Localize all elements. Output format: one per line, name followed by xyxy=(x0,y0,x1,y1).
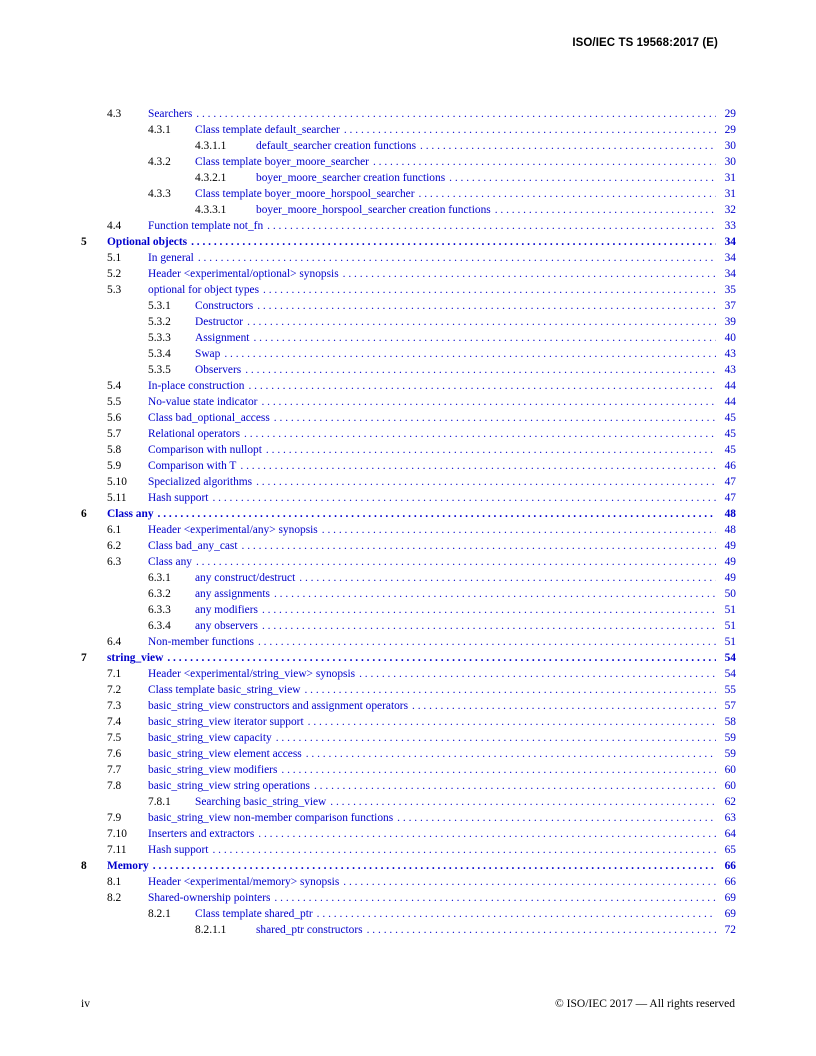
toc-entry-number: 6.3.4 xyxy=(148,620,171,632)
toc-entry-link[interactable]: Observers xyxy=(195,362,245,378)
toc-entry-link[interactable]: Class bad_any_cast xyxy=(148,538,242,554)
dot-leader xyxy=(367,922,716,938)
dot-leader xyxy=(256,474,716,490)
toc-entry-link[interactable]: Shared-ownership pointers xyxy=(148,890,274,906)
dot-leader xyxy=(419,186,716,202)
toc-entry-page[interactable]: 44 xyxy=(724,396,736,408)
dot-leader xyxy=(274,890,716,906)
toc-entry-number: 7.9 xyxy=(107,812,122,824)
toc-entry-link[interactable]: optional for object types xyxy=(148,282,263,298)
dot-leader xyxy=(247,314,716,330)
dot-leader xyxy=(314,778,716,794)
dot-leader xyxy=(276,730,716,746)
toc-entry-page[interactable]: 32 xyxy=(724,204,736,216)
toc-entry-number: 4.3.1.1 xyxy=(195,140,227,152)
toc-entry-number: 5.8 xyxy=(107,444,122,456)
toc-entry-page[interactable]: 49 xyxy=(724,556,736,568)
toc-entry[interactable] xyxy=(81,202,736,218)
toc-entry[interactable] xyxy=(81,362,736,378)
toc-entry-number: 7.3 xyxy=(107,700,122,712)
toc-entry[interactable] xyxy=(81,906,736,922)
toc-entry-page[interactable]: 51 xyxy=(724,636,736,648)
toc-entry-page[interactable]: 62 xyxy=(724,796,736,808)
toc-entry[interactable] xyxy=(81,586,736,602)
toc-entry[interactable] xyxy=(81,650,736,666)
toc-entry-number: 5.9 xyxy=(107,460,122,472)
toc-entry[interactable] xyxy=(81,138,736,154)
toc-entry-page[interactable]: 31 xyxy=(724,172,736,184)
toc-entry-link[interactable]: In general xyxy=(148,250,198,266)
page-number: iv xyxy=(81,998,90,1010)
toc-entry[interactable] xyxy=(81,106,736,122)
toc-entry-page[interactable]: 45 xyxy=(724,444,736,456)
toc-entry-number: 6.4 xyxy=(107,636,122,648)
toc-entry-number: 7.10 xyxy=(107,828,127,840)
toc-entry-page[interactable]: 69 xyxy=(724,892,736,904)
toc-entry-page[interactable]: 30 xyxy=(724,156,736,168)
toc-entry[interactable] xyxy=(81,522,736,538)
toc-entry-number: 8.2.1 xyxy=(148,908,171,920)
dot-leader xyxy=(266,442,716,458)
toc-entry-link[interactable]: Class bad_optional_access xyxy=(148,410,274,426)
toc-entry-page[interactable]: 31 xyxy=(724,188,736,200)
toc-entry[interactable] xyxy=(81,314,736,330)
toc-entry-number: 7.11 xyxy=(107,844,127,856)
dot-leader xyxy=(281,762,716,778)
toc-entry-page[interactable]: 34 xyxy=(724,268,736,280)
toc-entry-link[interactable]: basic_string_view capacity xyxy=(148,730,276,746)
toc-entry-link[interactable]: Relational operators xyxy=(148,426,244,442)
toc-entry-number: 6.3.1 xyxy=(148,572,171,584)
toc-entry-number: 7.2 xyxy=(107,684,122,696)
toc-entry-page[interactable]: 49 xyxy=(724,572,736,584)
toc-entry-page[interactable]: 49 xyxy=(724,540,736,552)
toc-entry[interactable] xyxy=(81,474,736,490)
toc-entry-link[interactable]: Memory xyxy=(107,858,153,874)
toc-entry-page[interactable]: 72 xyxy=(724,924,736,936)
toc-entry[interactable] xyxy=(81,122,736,138)
dot-leader xyxy=(308,714,716,730)
dot-leader xyxy=(359,666,716,682)
dot-leader xyxy=(242,538,716,554)
toc-entry[interactable] xyxy=(81,618,736,634)
dot-leader xyxy=(344,122,716,138)
toc-entry[interactable] xyxy=(81,746,736,762)
toc-entry-page[interactable]: 43 xyxy=(724,364,736,376)
dot-leader xyxy=(158,506,716,522)
toc-entry-link[interactable]: In-place construction xyxy=(148,378,248,394)
dot-leader xyxy=(304,682,716,698)
dot-leader xyxy=(261,394,716,410)
toc-entry[interactable] xyxy=(81,762,736,778)
toc-entry[interactable] xyxy=(81,378,736,394)
toc-entry-page[interactable]: 65 xyxy=(724,844,736,856)
toc-entry-link[interactable]: Destructor xyxy=(195,314,247,330)
toc-entry[interactable] xyxy=(81,602,736,618)
dot-leader xyxy=(167,650,716,666)
toc-entry-page[interactable]: 51 xyxy=(724,620,736,632)
toc-entry-page[interactable]: 44 xyxy=(724,380,736,392)
toc-entry-page[interactable]: 29 xyxy=(724,124,736,136)
toc-entry-number: 5.3.1 xyxy=(148,300,171,312)
toc-entry[interactable] xyxy=(81,794,736,810)
toc-entry-number: 6.2 xyxy=(107,540,122,552)
toc-entry-page[interactable]: 48 xyxy=(724,524,736,536)
toc-entry-page[interactable]: 45 xyxy=(724,412,736,424)
dot-leader xyxy=(495,202,716,218)
toc-entry-number: 6.3.2 xyxy=(148,588,171,600)
toc-entry-number: 7.4 xyxy=(107,716,122,728)
toc-entry-number: 7 xyxy=(81,652,87,664)
dot-leader xyxy=(262,618,716,634)
document-header: ISO/IEC TS 19568:2017 (E) xyxy=(572,37,718,49)
toc-entry-link[interactable]: any modifiers xyxy=(195,602,262,618)
toc-entry-number: 8.1 xyxy=(107,876,122,888)
toc-entry-link[interactable]: basic_string_view string operations xyxy=(148,778,314,794)
toc-entry-link[interactable]: Hash support xyxy=(148,490,212,506)
toc-entry-number: 5.6 xyxy=(107,412,122,424)
toc-entry[interactable] xyxy=(81,298,736,314)
toc-entry[interactable] xyxy=(81,154,736,170)
toc-entry-number: 4.3.3 xyxy=(148,188,171,200)
toc-entry[interactable] xyxy=(81,234,736,250)
toc-entry-number: 5 xyxy=(81,236,87,248)
dot-leader xyxy=(267,218,716,234)
toc-entry-number: 5.11 xyxy=(107,492,127,504)
toc-entry-number: 7.6 xyxy=(107,748,122,760)
toc-entry-link[interactable]: Inserters and extractors xyxy=(148,826,258,842)
toc-entry[interactable] xyxy=(81,730,736,746)
dot-leader xyxy=(258,634,716,650)
toc-entry-page[interactable]: 48 xyxy=(724,508,736,520)
toc-entry-page[interactable]: 66 xyxy=(724,860,736,872)
toc-entry[interactable] xyxy=(81,554,736,570)
dot-leader xyxy=(420,138,716,154)
toc-entry[interactable] xyxy=(81,682,736,698)
toc-entry-number: 5.3.3 xyxy=(148,332,171,344)
toc-entry[interactable] xyxy=(81,810,736,826)
toc-entry-link[interactable]: default_searcher creation functions xyxy=(256,138,420,154)
toc-entry[interactable] xyxy=(81,634,736,650)
toc-entry[interactable] xyxy=(81,170,736,186)
toc-entry-link[interactable]: Constructors xyxy=(195,298,257,314)
dot-leader xyxy=(449,170,716,186)
toc-entry-page[interactable]: 37 xyxy=(724,300,736,312)
toc-entry-page[interactable]: 50 xyxy=(724,588,736,600)
toc-entry-number: 7.8.1 xyxy=(148,796,171,808)
toc-entry-number: 4.3.2 xyxy=(148,156,171,168)
dot-leader xyxy=(212,842,716,858)
toc-entry-link[interactable]: Searching basic_string_view xyxy=(195,794,330,810)
toc-entry-page[interactable]: 29 xyxy=(724,108,736,120)
dot-leader xyxy=(330,794,716,810)
toc-entry-link[interactable]: Searchers xyxy=(148,106,196,122)
dot-leader xyxy=(306,746,716,762)
toc-entry-page[interactable]: 59 xyxy=(724,732,736,744)
toc-entry-page[interactable]: 46 xyxy=(724,460,736,472)
toc-entry-page[interactable]: 40 xyxy=(724,332,736,344)
toc-entry-number: 5.7 xyxy=(107,428,122,440)
toc-entry-page[interactable]: 55 xyxy=(724,684,736,696)
toc-entry-number: 4.3 xyxy=(107,108,122,120)
toc-entry-page[interactable]: 34 xyxy=(724,252,736,264)
toc-entry-link[interactable]: any assignments xyxy=(195,586,274,602)
toc-entry-number: 8 xyxy=(81,860,87,872)
dot-leader xyxy=(196,106,716,122)
dot-leader xyxy=(257,298,716,314)
toc-entry-page[interactable]: 69 xyxy=(724,908,736,920)
toc-entry-link[interactable]: basic_string_view non-member comparison functions xyxy=(148,810,397,826)
dot-leader xyxy=(258,826,716,842)
toc-entry-number: 5.3.4 xyxy=(148,348,171,360)
toc-entry[interactable] xyxy=(81,346,736,362)
toc-entry-page[interactable]: 64 xyxy=(724,828,736,840)
toc-entry-page[interactable]: 47 xyxy=(724,476,736,488)
dot-leader xyxy=(322,522,716,538)
toc-entry-page[interactable]: 59 xyxy=(724,748,736,760)
dot-leader xyxy=(253,330,716,346)
dot-leader xyxy=(240,458,716,474)
toc-entry-number: 5.10 xyxy=(107,476,127,488)
toc-entry-number: 5.2 xyxy=(107,268,122,280)
toc-entry-page[interactable]: 30 xyxy=(724,140,736,152)
toc-entry-link[interactable]: Class any xyxy=(107,506,158,522)
toc-entry-link[interactable]: string_view xyxy=(107,650,167,666)
toc-entry[interactable] xyxy=(81,426,736,442)
toc-entry-link[interactable]: Function template not_fn xyxy=(148,218,267,234)
toc-entry-number: 7.5 xyxy=(107,732,122,744)
dot-leader xyxy=(198,250,716,266)
toc-entry-link[interactable]: basic_string_view constructors and assignment operators xyxy=(148,698,412,714)
dot-leader xyxy=(274,586,716,602)
toc-entry-number: 6.3.3 xyxy=(148,604,171,616)
toc-entry[interactable] xyxy=(81,874,736,890)
toc-entry-page[interactable]: 51 xyxy=(724,604,736,616)
toc-entry-link[interactable]: Class template shared_ptr xyxy=(195,906,317,922)
toc-entry[interactable] xyxy=(81,490,736,506)
toc-entry-number: 8.2.1.1 xyxy=(195,924,227,936)
toc-entry-number: 5.4 xyxy=(107,380,122,392)
toc-entry[interactable] xyxy=(81,666,736,682)
dot-leader xyxy=(244,426,716,442)
toc-entry-page[interactable]: 35 xyxy=(724,284,736,296)
toc-entry[interactable] xyxy=(81,442,736,458)
toc-entry-link[interactable]: Non-member functions xyxy=(148,634,258,650)
toc-entry-page[interactable]: 66 xyxy=(724,876,736,888)
toc-entry-page[interactable]: 47 xyxy=(724,492,736,504)
toc-entry-number: 5.3 xyxy=(107,284,122,296)
toc-entry-link[interactable]: Assignment xyxy=(195,330,253,346)
toc-entry[interactable] xyxy=(81,922,736,938)
dot-leader xyxy=(262,602,716,618)
toc-entry-number: 7.7 xyxy=(107,764,122,776)
toc-entry-link[interactable]: shared_ptr constructors xyxy=(256,922,367,938)
dot-leader xyxy=(343,266,716,282)
toc-entry[interactable] xyxy=(81,266,736,282)
dot-leader xyxy=(196,554,716,570)
toc-entry-page[interactable]: 39 xyxy=(724,316,736,328)
toc-entry[interactable] xyxy=(81,394,736,410)
toc-entry-link[interactable]: Header <experimental/memory> synopsis xyxy=(148,874,343,890)
toc-entry-number: 7.1 xyxy=(107,668,122,680)
dot-leader xyxy=(224,346,716,362)
toc-entry-link[interactable]: Class template boyer_moore_horspool_searcher xyxy=(195,186,419,202)
toc-entry-link[interactable]: Comparison with T xyxy=(148,458,240,474)
toc-entry-link[interactable]: No-value state indicator xyxy=(148,394,261,410)
toc-entry-number: 6.1 xyxy=(107,524,122,536)
toc-entry[interactable] xyxy=(81,250,736,266)
copyright-notice: © ISO/IEC 2017 — All rights reserved xyxy=(555,998,735,1010)
toc-entry[interactable] xyxy=(81,826,736,842)
toc-entry-number: 4.3.2.1 xyxy=(195,172,227,184)
dot-leader xyxy=(412,698,716,714)
toc-entry-link[interactable]: Swap xyxy=(195,346,224,362)
toc-entry-link[interactable]: Header <experimental/optional> synopsis xyxy=(148,266,343,282)
toc-entry-link[interactable]: Header <experimental/string_view> synopsis xyxy=(148,666,359,682)
toc-entry-number: 5.5 xyxy=(107,396,122,408)
table-of-contents xyxy=(81,106,736,938)
dot-leader xyxy=(274,410,716,426)
dot-leader xyxy=(373,154,716,170)
toc-entry-number: 5.1 xyxy=(107,252,122,264)
toc-entry-number: 8.2 xyxy=(107,892,122,904)
toc-entry-page[interactable]: 60 xyxy=(724,780,736,792)
toc-entry-page[interactable]: 58 xyxy=(724,716,736,728)
toc-entry[interactable] xyxy=(81,410,736,426)
toc-entry-link[interactable]: Comparison with nullopt xyxy=(148,442,266,458)
toc-entry[interactable] xyxy=(81,218,736,234)
toc-entry-page[interactable]: 57 xyxy=(724,700,736,712)
dot-leader xyxy=(299,570,716,586)
toc-entry[interactable] xyxy=(81,186,736,202)
toc-entry-link[interactable]: basic_string_view modifiers xyxy=(148,762,281,778)
dot-leader xyxy=(245,362,716,378)
toc-entry[interactable] xyxy=(81,570,736,586)
toc-entry-page[interactable]: 54 xyxy=(724,652,736,664)
toc-entry-number: 4.3.3.1 xyxy=(195,204,227,216)
toc-entry-number: 4.3.1 xyxy=(148,124,171,136)
toc-entry[interactable] xyxy=(81,282,736,298)
toc-entry[interactable] xyxy=(81,714,736,730)
dot-leader xyxy=(212,490,716,506)
toc-entry-page[interactable]: 33 xyxy=(724,220,736,232)
toc-entry-number: 5.3.2 xyxy=(148,316,171,328)
dot-leader xyxy=(153,858,716,874)
dot-leader xyxy=(397,810,716,826)
toc-entry-link[interactable]: Specialized algorithms xyxy=(148,474,256,490)
toc-entry-link[interactable]: boyer_moore_searcher creation functions xyxy=(256,170,449,186)
toc-entry[interactable] xyxy=(81,890,736,906)
toc-entry-page[interactable]: 34 xyxy=(724,236,736,248)
toc-entry-link[interactable]: Class template boyer_moore_searcher xyxy=(195,154,373,170)
toc-entry[interactable] xyxy=(81,842,736,858)
toc-entry[interactable] xyxy=(81,778,736,794)
dot-leader xyxy=(343,874,716,890)
toc-entry-link[interactable]: Class template basic_string_view xyxy=(148,682,304,698)
toc-entry-link[interactable]: boyer_moore_horspool_searcher creation functions xyxy=(256,202,495,218)
toc-entry-link[interactable]: any construct/destruct xyxy=(195,570,299,586)
toc-entry-link[interactable]: Class template default_searcher xyxy=(195,122,344,138)
dot-leader xyxy=(263,282,716,298)
dot-leader xyxy=(191,234,716,250)
dot-leader xyxy=(248,378,716,394)
toc-entry-number: 5.3.5 xyxy=(148,364,171,376)
toc-entry-link[interactable]: basic_string_view iterator support xyxy=(148,714,308,730)
toc-entry-page[interactable]: 60 xyxy=(724,764,736,776)
toc-entry[interactable] xyxy=(81,538,736,554)
toc-entry-link[interactable]: any observers xyxy=(195,618,262,634)
dot-leader xyxy=(317,906,716,922)
toc-entry-number: 4.4 xyxy=(107,220,122,232)
toc-entry[interactable] xyxy=(81,858,736,874)
toc-entry-page[interactable]: 63 xyxy=(724,812,736,824)
toc-entry-number: 6.3 xyxy=(107,556,122,568)
toc-entry[interactable] xyxy=(81,330,736,346)
toc-entry-number: 7.8 xyxy=(107,780,122,792)
toc-entry-link[interactable]: Class any xyxy=(148,554,196,570)
toc-entry-link[interactable]: basic_string_view element access xyxy=(148,746,306,762)
toc-entry-page[interactable]: 45 xyxy=(724,428,736,440)
toc-entry-page[interactable]: 54 xyxy=(724,668,736,680)
toc-entry[interactable] xyxy=(81,458,736,474)
toc-entry[interactable] xyxy=(81,506,736,522)
toc-entry-link[interactable]: Optional objects xyxy=(107,234,191,250)
toc-entry-page[interactable]: 43 xyxy=(724,348,736,360)
toc-entry-link[interactable]: Hash support xyxy=(148,842,212,858)
toc-entry-link[interactable]: Header <experimental/any> synopsis xyxy=(148,522,322,538)
toc-entry-number: 6 xyxy=(81,508,87,520)
toc-entry[interactable] xyxy=(81,698,736,714)
